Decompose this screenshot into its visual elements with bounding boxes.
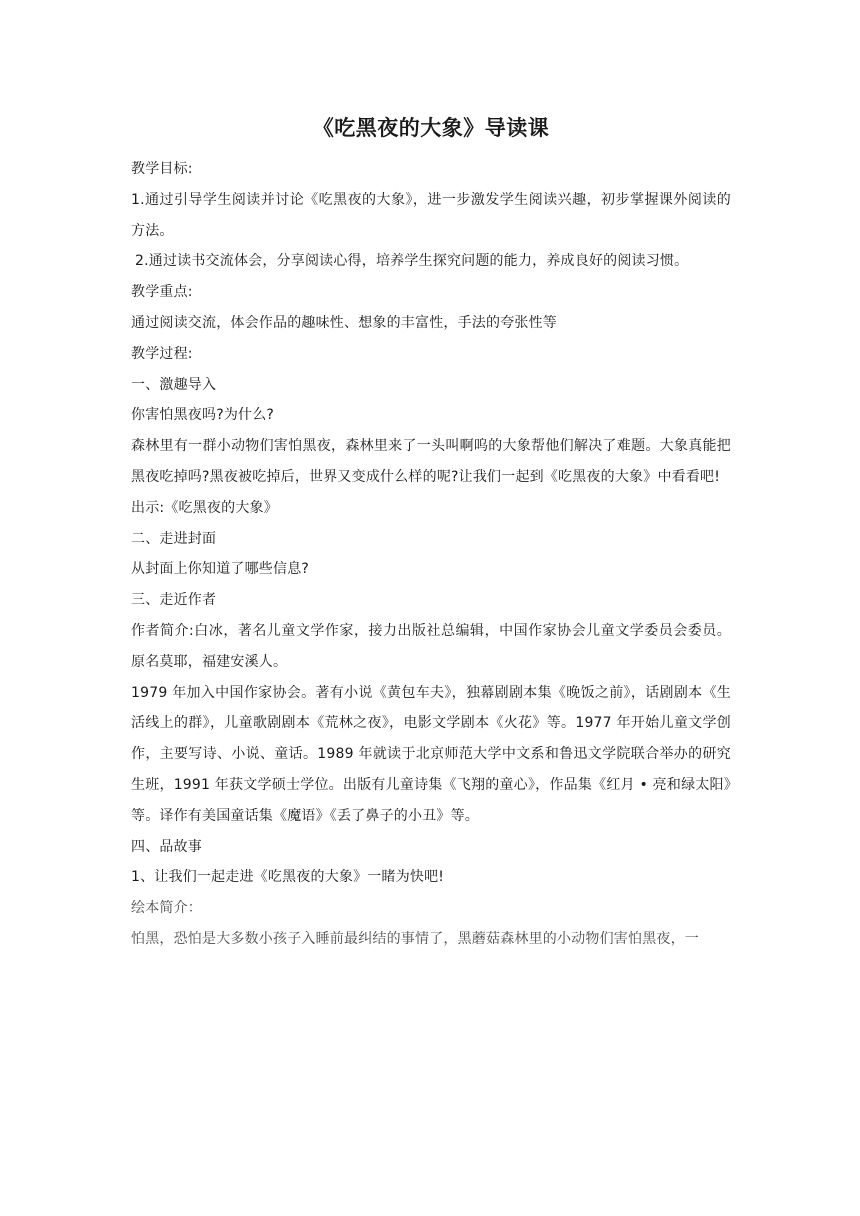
goal-item-2: 2.通过读书交流体会，分享阅读心得，培养学生探究问题的能力，养成良好的阅读习惯。 bbox=[135, 253, 689, 270]
section-heading-3: 三、走近作者 bbox=[131, 592, 217, 609]
heading-teaching-process: 教学过程: bbox=[131, 345, 193, 362]
goal-item-1: 1.通过引导学生阅读并讨论《吃黑夜的大象》，进一步激发学生阅读兴趣，初步掌握课外阅读的方法。 bbox=[131, 191, 731, 239]
heading-teaching-focus: 教学重点: bbox=[131, 284, 193, 301]
story-invite: 1、让我们一起走进《吃黑夜的大象》一睹为快吧! bbox=[131, 869, 445, 886]
author-intro: 作者简介:白冰，著名儿童文学作家，接力出版社总编辑，中国作家协会儿童文学委员会委员。原名莫耶，福建安溪人。 bbox=[131, 622, 731, 670]
picture-book-intro-text: 怕黑，恐怕是大多数小孩子入睡前最纠结的事情了，黑蘑菇森林里的小动物们害怕黑夜，一 bbox=[131, 930, 699, 947]
section-heading-4: 四、品故事 bbox=[131, 838, 202, 855]
teaching-focus-text: 通过阅读交流，体会作品的趣味性、想象的丰富性，手法的夸张性等 bbox=[131, 314, 557, 331]
show-title-line: 出示:《吃黑夜的大象》 bbox=[131, 499, 278, 516]
intro-paragraph: 森林里有一群小动物们害怕黑夜，森林里来了一头叫啊呜的大象帮他们解决了难题。大象真能把黑夜吃掉吗?黑夜被吃掉后，世界又变成什么样的呢?让我们一起到《吃黑夜的大象》中看看吧! bbox=[131, 438, 731, 485]
document-title: 《吃黑夜的大象》导读课 bbox=[312, 116, 550, 140]
cover-question: 从封面上你知道了哪些信息? bbox=[131, 561, 310, 578]
section-heading-1: 一、激趣导入 bbox=[131, 376, 217, 393]
picture-book-intro-label: 绘本简介： bbox=[131, 900, 202, 917]
document-body bbox=[131, 110, 731, 955]
section-heading-2: 二、走进封面 bbox=[131, 530, 217, 547]
author-bio: 1979 年加入中国作家协会。著有小说《黄包车夫》，独幕剧剧本集《晚饭之前》，话剧剧本《生活线上的群》，儿童歌剧剧本《荒林之夜》，电影文学剧本《火花》等。1977 年开始儿童文学创作，主要写诗、小说、童话。1989 年就读于北京师范大学中文系和鲁迅文学院联合举办的研究生班，1991 年获文学硕士学位。出版有儿童诗集《飞翔的童心》，作品集《红月 • 亮和绿太阳》等。译作有美国童话集《魔语》《丢了鼻子的小丑》等。 bbox=[131, 684, 731, 824]
heading-teaching-goals: 教学目标: bbox=[131, 161, 193, 177]
question-text: 你害怕黑夜吗?为什么? bbox=[131, 407, 275, 424]
